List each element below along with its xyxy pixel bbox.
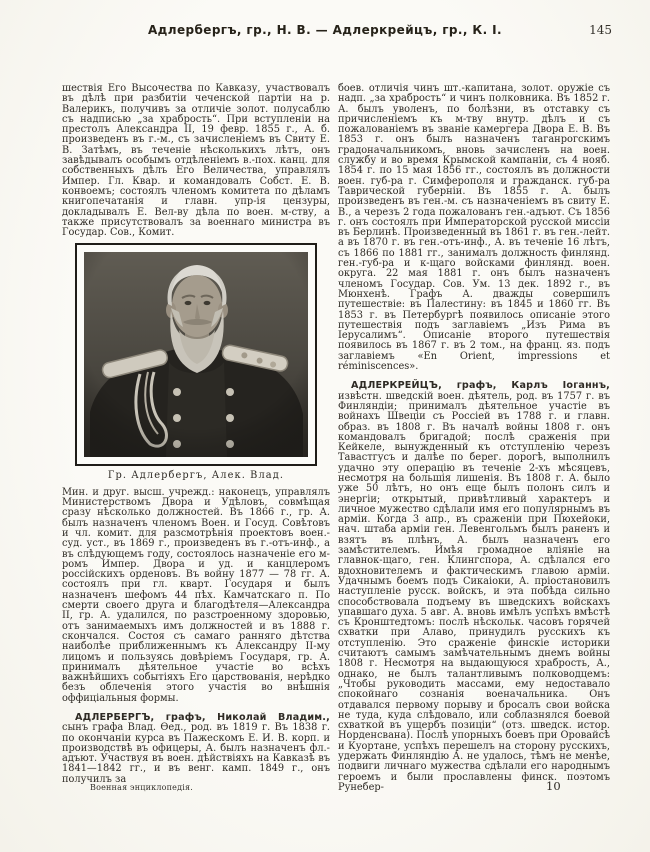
portrait-photo	[84, 252, 308, 457]
right-paragraph-continuation: боев. отличія чинъ шт.-капитана, золот. оружіе съ надп. „за храбрость“ и чинъ полковника. Въ 1852 г. А. былъ уволенъ, по болѣзни, въ отставку съ причисленіемъ къ м-тву внутр. дѣлъ и съ пожалованіемъ въ званіе камергера Двора Е. В. Въ 1853 г. онъ былъ назначенъ таганрогскимъ градоначальникомъ, вновь зачисленъ на воен. службу и во время Крымской кампаніи, съ 4 нояб. 1854 г. по 15 мая 1856 гг., состоялъ въ должности воен. губ-ра г. Симферополя и гражданск. губ-ра Таврической губерніи. Въ 1855 г. А. былъ произведенъ въ ген.-м. съ назначеніемъ въ свиту Е. В., а черезъ 2 года пожалованъ ген.-адъют. Съ 1856 г. онъ состоялъ при Императорской русской миссіи въ Берлинѣ. Произведенный въ 1861 г. въ ген.-лейт. а въ 1870 г. въ ген.-отъ-инф., А. въ теченіе 16 лѣтъ, съ 1866 по 1881 гг., занималъ должность финлянд. ген.-губ-ра и к-щаго войсками финлянд. воен. округа. 22 мая 1881 г. онъ былъ назначенъ членомъ Государ. Сов. Ум. 13 дек. 1892 г., въ Мюнхенѣ. Графъ А. дважды совершилъ путешествіе: въ Палестину: въ 1845 и 1860 гг. Въ 1853 г. въ Петербургѣ появилось описаніе этого путешествія подъ заглавіемъ „Изъ Рима въ Іерусалимъ“. Описаніе второго путешествія появилось въ 1867 г. въ 2 том., на франц. яз. подъ заглавіемъ «En Orient, impressions et réminiscences».	[338, 83, 610, 373]
running-header-title: Адлербергъ, гр., Н. В. — Адлеркрейцъ, гр., К. І.	[148, 23, 502, 37]
entry-adlerberg-nikolai	[62, 713, 330, 785]
imprint-note: Военная энциклопедія.	[90, 783, 193, 792]
signature-number: 10	[546, 779, 561, 793]
portrait-figure	[62, 243, 330, 481]
entry-adlerberg-nikolai-body: сынъ графа Влад. Ѳед., род. въ 1819 г. Въ 1838 г. по окончаніи курса въ Пажескомъ Е. И. В. корп. и производствѣ въ офицеры, А. былъ назначенъ фл.-адъют. Участвуя въ воен. дѣйствіяхъ на Кавказѣ въ 1841—1842 гг., и въ венг. камп. 1849 г., онъ получилъ за	[62, 722, 330, 785]
entry-adlerkreutz-body: извѣстн. шведскій воен. дѣятель, род. въ 1757 г. въ Финляндіи; принималъ дѣятельное участіе въ войнахъ Швеціи съ Россіей въ 1788 г. и главн. образ. въ 1808 г. Въ началѣ войны 1808 г. онъ командовалъ бригадой; послѣ сраженія при Кейкеле, вынужденный къ отступленію черезъ Тавастгусъ и далѣе по берег. дорогѣ, выполнилъ удачно эту операцію въ теченіе 2-хъ мѣсяцевъ, несмотря на большія лишенія. Въ 1808 г. А. было уже 50 лѣтъ, но онъ еще былъ полонъ силъ и энергіи; открытый, привѣтливый характеръ и личное мужество сдѣлали имя его популярнымъ въ арміи. Когда 3 апр., въ сраженіи при Пюхейоки, нач. штаба арміи ген. Левенгольмъ былъ раненъ и взятъ въ плѣнъ, А. былъ назначенъ его замѣстителемъ. Имѣя громадное вліяніе на главнок-щаго, ген. Клингспора, А. сдѣлался его вдохновителемъ и фактическимъ главою арміи. Удачнымъ боемъ подъ Сикаіоки, А. пріостановилъ наступленіе русск. войскъ, и эта побѣда сильно способствовала подъему въ шведскихъ войскахъ упавшаго духа. 5 авг. А. вновь имѣлъ успѣхъ вмѣстѣ съ Кронштедтомъ: послѣ нѣскольк. часовъ горячей схватки при Алаво, принудилъ русскихъ къ отступленію. Это сраженіе финскіе историки считаютъ самымъ замѣчательнымъ днемъ войны 1808 г. Несмотря на выдающуюся храбрость, А., однако, не былъ талантливымъ полководцемъ: „Чтобы руководить массами, ему недоставало спокойнаго сознанія военачальника. Онъ отдавался первому порыву и бросалъ свои войска не туда, куда слѣдовало, или соблазнялся боевой схваткой въ ущербъ позиціи“ (отз. шведск. истор. Норденсвана). Послѣ упорныхъ боевъ при Оровайсѣ и Куортане, успѣхъ перешелъ на сторону русскихъ, удержать Финляндію А. не удалось, тѣмъ не менѣе, подвиги личнаго мужества сдѣлали его народнымъ героемъ и были прославлены финск. поэтомъ Рунебер-	[338, 390, 610, 793]
entry-adlerkreutz	[338, 381, 610, 793]
right-column	[338, 84, 610, 793]
left-paragraph-2: Мин. и друг. высш. учрежд.: наконецъ, управлялъ Министерствомъ Двора и Удѣловъ, совмѣщая сразу нѣсколько должностей. Въ 1866 г., гр. А. былъ назначенъ членомъ Воен. и Госуд. Совѣтовъ и чл. комит. для разсмотрѣнія проектовъ воен.-суд. уст., въ 1869 г., произведенъ въ г.-отъ-инф., а въ слѣдующемъ году, состоялось назначеніе его м-ромъ Импер. Двора и уд. и канцлеромъ россійскихъ орденовъ. Въ войну 1877 — 78 гг. А. состоялъ при гл. кварт. Государя и былъ назначенъ шефомъ 44 пѣх. Камчатскаго п. По смерти своего друга и благодѣтеля—Александра II, гр. А. удалился, по разстроенному здоровью, отъ занимаемыхъ имъ должностей и въ 1888 г. скончался. Состоя съ самаго ранняго дѣтства наиболѣе приближеннымъ къ Александру II-му лицомъ и пользуясь довѣріемъ Государя, гр. А. принималъ дѣятельное участіе во всѣхъ важнѣйшихъ событіяхъ Его царствованія, нерѣдко безъ облеченія этого участія во внѣшнія оффиціальныя формы.	[62, 486, 330, 704]
page-number-top: 145	[589, 23, 612, 37]
left-paragraph-continuation: шествія Его Высочества по Кавказу, участвовалъ въ дѣлѣ при разбитіи чеченской партіи на р. Валерикъ, получивъ за отличіе золот. полусаблю съ надписью „за храбрость“. При вступленіи на престолъ Александра II, 19 февр. 1855 г., А. б. произведенъ въ г.-м., съ зачисленіемъ въ Свиту Е. В. Затѣмъ, въ теченіе нѣсколькихъ лѣтъ, онъ завѣдывалъ особымъ отдѣленіемъ в.-пох. канц. для собственныхъ дѣлъ Его Величества, управлялъ Импер. Гл. Квар. и командовалъ Собст. Е. В. конвоемъ; состоялъ членомъ комитета по дѣламъ книгопечатанія и главн. упр-ія цензуры, докладывалъ Е. Вел-ву дѣла по воен. м-ству, а также присутствовалъ за военнаго министра въ Государ. Сов., Комит.	[62, 83, 330, 239]
portrait-photo-frame	[75, 243, 317, 466]
text-columns	[62, 84, 610, 793]
entry-adlerkreutz-heading: АДЛЕРКРЕЙЦЪ, графъ, Карлъ Іоганнъ,	[351, 380, 610, 392]
entry-adlerberg-nikolai-heading: АДЛЕРБЕРГЪ, графъ, Николай Владим.,	[75, 711, 330, 723]
left-column	[62, 84, 330, 793]
portrait-caption: Гр. Адлербергъ, Алек. Влад.	[107, 470, 285, 482]
